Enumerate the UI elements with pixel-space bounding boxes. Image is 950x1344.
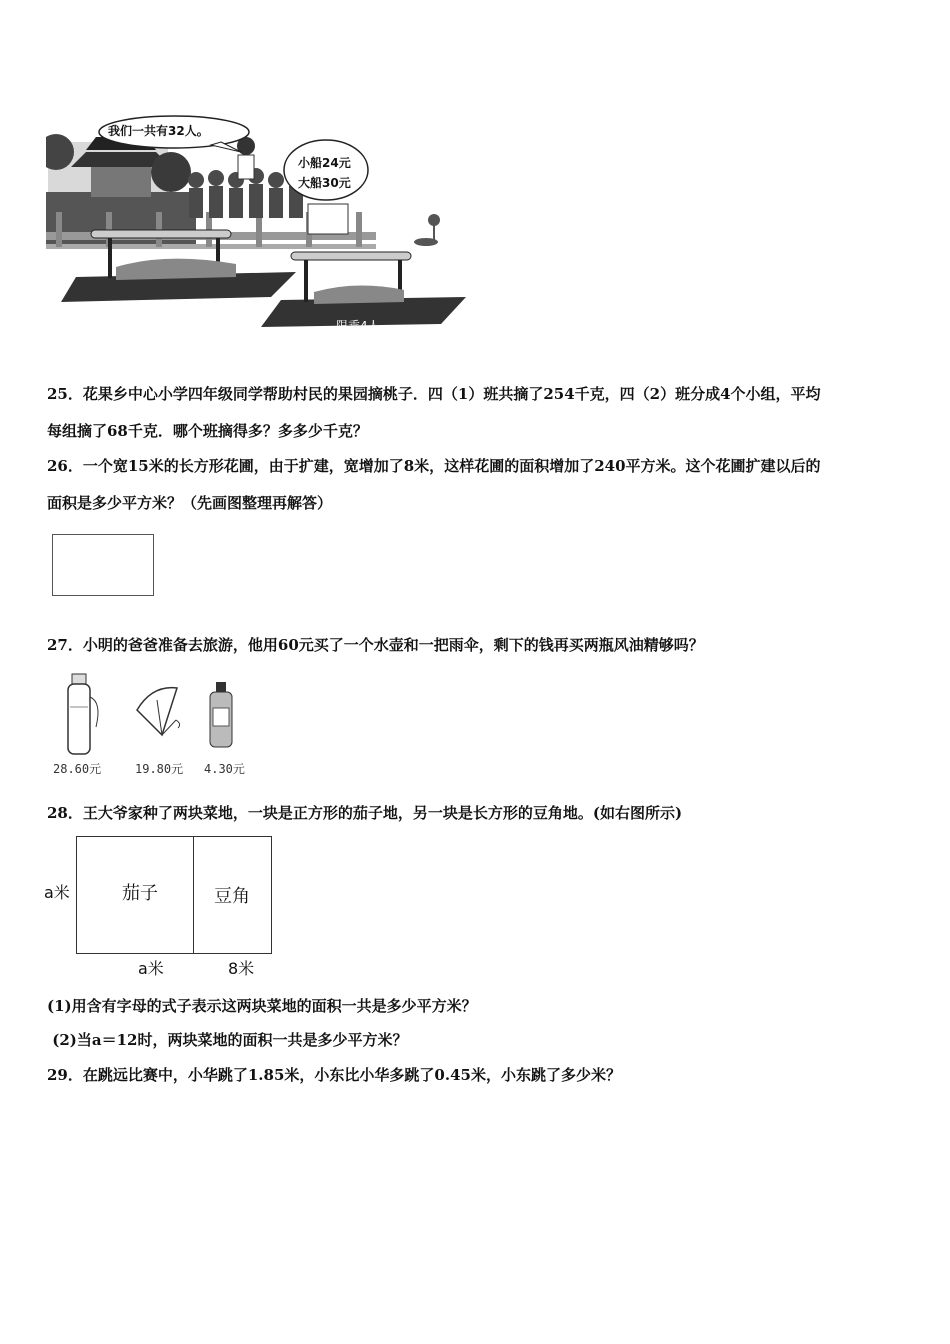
- water-bottle-icon: [58, 672, 103, 760]
- umbrella-icon: [132, 680, 187, 750]
- oil-bottle-price: 4.30元: [204, 762, 245, 776]
- boat-illustration: [46, 112, 476, 342]
- bean-label: 豆角: [214, 886, 250, 907]
- question-27-text: 27．小明的爸爸准备去旅游，他用60元买了一个水壶和一把雨伞，剩下的钱再买两瓶风油精够吗？: [47, 636, 704, 654]
- question-26-line1: 26．一个宽15米的长方形花圃，由于扩建，宽增加了8米，这样花圃的面积增加了240平方米。这个花圃扩建以后的: [47, 457, 821, 475]
- plot-bottom-label-a: a米: [138, 959, 164, 978]
- question-25-line1: 25．花果乡中心小学四年级同学帮助村民的果园摘桃子．四（1）班共摘了254千克，四（2）班分成4个小组，平均: [47, 385, 821, 403]
- question-27: [47, 627, 917, 664]
- umbrella-price: 19.80元: [135, 762, 184, 776]
- vegetable-plot-diagram: [44, 832, 284, 982]
- plot-side-label: a米: [44, 883, 70, 902]
- water-bottle-price: 28.60元: [53, 762, 102, 776]
- blank-drawing-box: [52, 534, 154, 596]
- small-boat-label: 限乘4人: [336, 319, 380, 333]
- question-28-sub2-text: (2)当a＝12时，两块菜地的面积一共是多少平方米？: [47, 1031, 408, 1049]
- question-29: [47, 1057, 917, 1094]
- question-28-sub1-text: (1)用含有字母的式子表示这两块菜地的面积一共是多少平方米？: [47, 997, 477, 1015]
- plot-bottom-label-8: 8米: [228, 959, 255, 978]
- price-big-boat: 大船30元: [298, 176, 351, 190]
- question-28-sub1: [47, 988, 917, 1025]
- question-25: [47, 376, 917, 450]
- question-28: [47, 795, 917, 832]
- shopping-items: [50, 670, 270, 780]
- eggplant-label: 茄子: [122, 883, 158, 904]
- question-28-text: 28．王大爷家种了两块菜地，一块是正方形的茄子地，另一块是长方形的豆角地。(如右图所示): [47, 804, 683, 822]
- big-boat-label: 限乘6人: [144, 304, 188, 318]
- price-small-boat: 小船24元: [298, 156, 351, 170]
- oil-bottle-icon: [202, 680, 242, 750]
- question-26: [47, 448, 917, 522]
- speech-bubble-text: 我们一共有32人。: [108, 124, 209, 138]
- question-25-line2: 每组摘了68千克．哪个班摘得多？多多少千克？: [47, 422, 368, 440]
- question-29-text: 29．在跳远比赛中，小华跳了1.85米，小东比小华多跳了0.45米，小东跳了多少米？: [47, 1066, 621, 1084]
- question-26-line2: 面积是多少平方米？（先画图整理再解答）: [47, 494, 333, 512]
- question-28-sub2: [47, 1022, 917, 1059]
